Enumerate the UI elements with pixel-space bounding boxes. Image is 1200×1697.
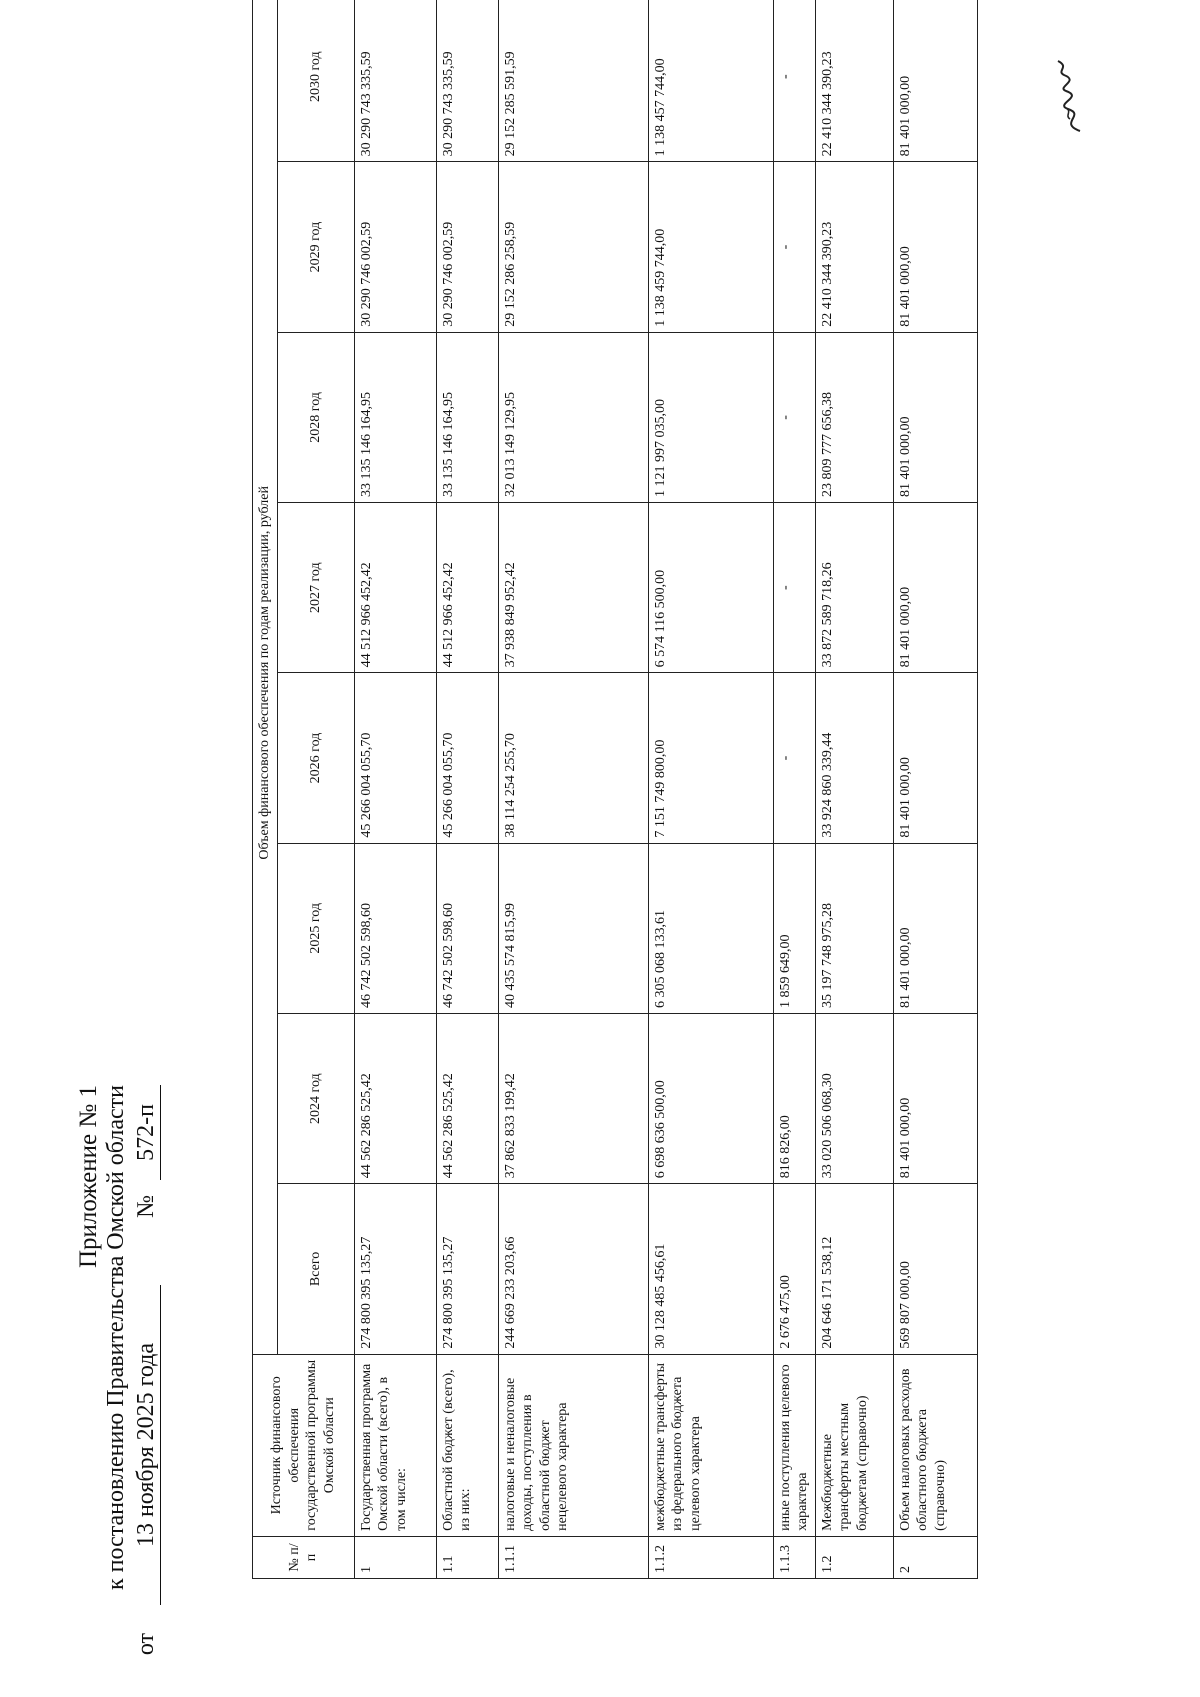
cell-value: 274 800 395 135,27 [436, 1184, 498, 1354]
row-source: Областной бюджет (всего), из них: [436, 1354, 498, 1536]
row-source: межбюджетные трансферты из федерального бюджета целевого характера [648, 1354, 773, 1536]
cell-value: 244 669 233 203,66 [498, 1184, 648, 1354]
resolution-reference: к постановлению Правительства Омской области [103, 1085, 129, 1591]
cell-value: 1 859 649,00 [773, 843, 815, 1013]
row-num: 2 [893, 1536, 977, 1578]
cell-value: - [773, 162, 815, 332]
cell-value: 81 401 000,00 [893, 1013, 977, 1183]
cell-value: 7 151 749 800,00 [648, 673, 773, 843]
cell-value: 44 512 966 452,42 [354, 503, 436, 673]
cell-value: 6 574 116 500,00 [648, 503, 773, 673]
table-row [498, 0, 648, 1579]
cell-value: 81 401 000,00 [893, 503, 977, 673]
row-source: иные поступления целевого характера [773, 1354, 815, 1536]
cell-value: 29 152 285 591,59 [498, 0, 648, 162]
col-year-header: Всего [277, 1184, 354, 1354]
table-row [893, 0, 977, 1579]
appendix-title: Приложение № 1 [75, 1085, 102, 1269]
cell-value: 6 305 068 133,61 [648, 843, 773, 1013]
col-year-header: 2025 год [277, 843, 354, 1013]
financing-table [252, 0, 978, 1579]
cell-value: 569 807 000,00 [893, 1184, 977, 1354]
col-num-header: № п/п [253, 1536, 355, 1578]
col-source-header: Источник финансового обеспечения государственной программы Омской области [253, 1354, 355, 1536]
resolution-date-line [133, 1085, 163, 1685]
cell-value: 38 114 254 255,70 [498, 673, 648, 843]
from-label: от [133, 1633, 159, 1656]
cell-value: 32 013 149 129,95 [498, 332, 648, 502]
col-year-header: 2027 год [277, 503, 354, 673]
header-row-years [277, 0, 354, 1579]
row-source: Государственная программа Омской области (всего), в том числе: [354, 1354, 436, 1536]
row-num: 1.1.3 [773, 1536, 815, 1578]
cell-value: 46 742 502 598,60 [436, 843, 498, 1013]
row-num: 1 [354, 1536, 436, 1578]
row-num: 1.1.1 [498, 1536, 648, 1578]
col-year-header: 2028 год [277, 332, 354, 502]
cell-value: 30 290 743 335,59 [436, 0, 498, 162]
row-source: Объем налоговых расходов областного бюджета (справочно) [893, 1354, 977, 1536]
cell-value: 6 698 636 500,00 [648, 1013, 773, 1183]
cell-value: - [773, 0, 815, 162]
cell-value: 33 135 146 164,95 [436, 332, 498, 502]
resolution-number: 572-п [133, 1085, 161, 1180]
cell-value: 22 410 344 390,23 [815, 0, 893, 162]
col-year-header: 2024 год [277, 1013, 354, 1183]
cell-value: 204 646 171 538,12 [815, 1184, 893, 1354]
cell-value: 33 135 146 164,95 [354, 332, 436, 502]
cell-value: 44 512 966 452,42 [436, 503, 498, 673]
cell-value: 30 128 485 456,61 [648, 1184, 773, 1354]
row-num: 1.2 [815, 1536, 893, 1578]
cell-value: 44 562 286 525,42 [354, 1013, 436, 1183]
cell-value: 33 924 860 339,44 [815, 673, 893, 843]
table-row [773, 0, 815, 1579]
cell-value: 30 290 743 335,59 [354, 0, 436, 162]
row-source: Межбюджетные трансферты местным бюджетам (справочно) [815, 1354, 893, 1536]
cell-value: 1 121 997 035,00 [648, 332, 773, 502]
table-row [648, 0, 773, 1579]
cell-value: 37 862 833 199,42 [498, 1013, 648, 1183]
cell-value: 81 401 000,00 [893, 162, 977, 332]
table-row [815, 0, 893, 1579]
cell-value: 81 401 000,00 [893, 332, 977, 502]
cell-value: 45 266 004 055,70 [354, 673, 436, 843]
cell-value: 29 152 286 258,59 [498, 162, 648, 332]
cell-value: - [773, 332, 815, 502]
cell-value: 40 435 574 815,99 [498, 843, 648, 1013]
header-row-group [253, 0, 278, 1579]
resolution-date: 13 ноября 2025 года [133, 1285, 161, 1605]
table-row [436, 0, 498, 1579]
table-row [354, 0, 436, 1579]
cell-value: 2 676 475,00 [773, 1184, 815, 1354]
cell-value: 37 938 849 952,42 [498, 503, 648, 673]
col-group-header: Объем финансового обеспечения по годам реализации, рублей [253, 0, 278, 1354]
handwritten-signature [1040, 57, 1100, 137]
cell-value: 30 290 746 002,59 [354, 162, 436, 332]
cell-value: 1 138 459 744,00 [648, 162, 773, 332]
row-source: налоговые и неналоговые доходы, поступления в областной бюджет нецелевого характера [498, 1354, 648, 1536]
cell-value: 81 401 000,00 [893, 673, 977, 843]
cell-value: 35 197 748 975,28 [815, 843, 893, 1013]
row-num: 1.1.2 [648, 1536, 773, 1578]
cell-value: 33 872 589 718,26 [815, 503, 893, 673]
cell-value: 816 826,00 [773, 1013, 815, 1183]
col-year-header: 2029 год [277, 162, 354, 332]
col-year-header: 2026 год [277, 673, 354, 843]
cell-value: 46 742 502 598,60 [354, 843, 436, 1013]
cell-value: 44 562 286 525,42 [436, 1013, 498, 1183]
cell-value: 33 020 506 068,30 [815, 1013, 893, 1183]
cell-value: 274 800 395 135,27 [354, 1184, 436, 1354]
row-num: 1.1 [436, 1536, 498, 1578]
cell-value: 1 138 457 744,00 [648, 0, 773, 162]
number-label: № [133, 1195, 159, 1218]
cell-value: 22 410 344 390,23 [815, 162, 893, 332]
cell-value: - [773, 503, 815, 673]
cell-value: 23 809 777 656,38 [815, 332, 893, 502]
cell-value: 81 401 000,00 [893, 843, 977, 1013]
cell-value: 45 266 004 055,70 [436, 673, 498, 843]
col-year-header: 2030 год [277, 0, 354, 162]
cell-value: - [773, 673, 815, 843]
cell-value: 81 401 000,00 [893, 0, 977, 162]
cell-value: 30 290 746 002,59 [436, 162, 498, 332]
